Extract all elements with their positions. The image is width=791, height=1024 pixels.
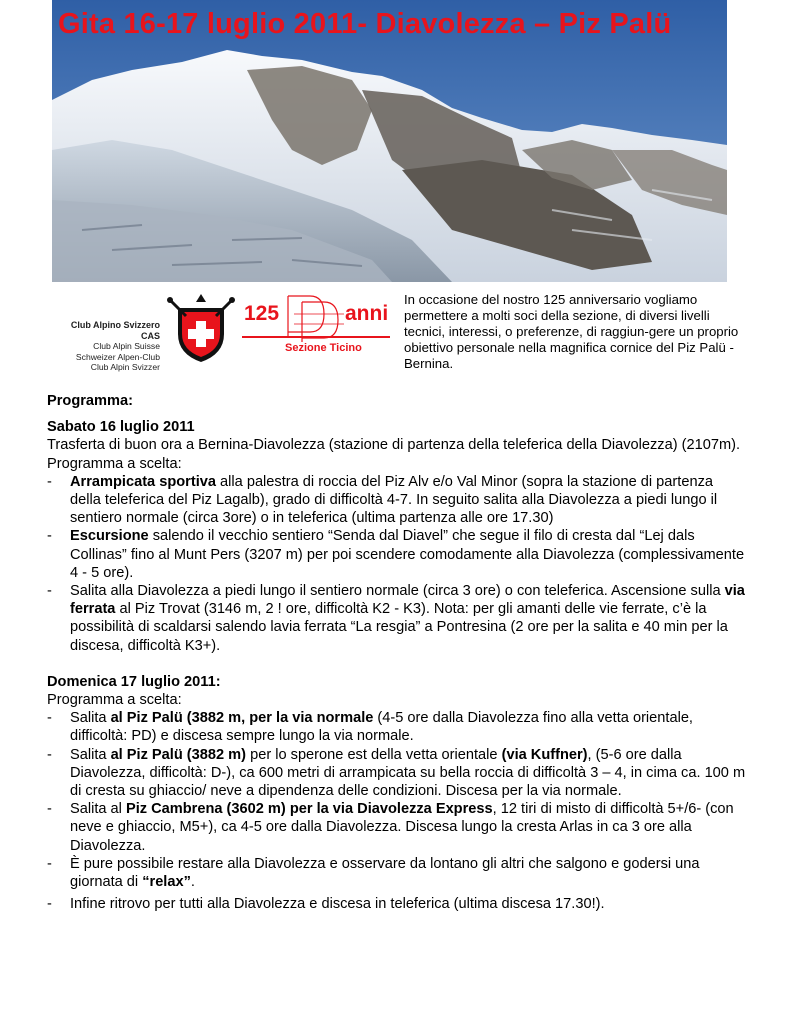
intro-paragraph: In occasione del nostro 125 anniversario vogliamo permettere a molti soci della sezione, di diversi livelli tecnici, interessi, o preferenze, di raggiun-gere un proprio obiettivo personale nella magnifica cornice del Piz Palü - Bernina.	[404, 292, 739, 371]
item-bold: Arrampicata sportiva	[70, 473, 216, 490]
item-text: salendo il vecchio sentiero “Senda dal Diavel” che segue il filo di cresta dal “Lej dals Collinas” fino al Munt Pers (3207 m) per poi scendere comodamente alla Diavolezza (complessivamente 4 - 5 ore).	[70, 528, 745, 581]
item-text: alla palestra di roccia del Piz Alv e/o Val Minor (sopra la stazione di partenza della teleferica del Piz Lagalb), grado di difficoltà 4-7. In seguito salita alla Diavolezza a piedi lungo il sentiero normale (circa 3ore) o in teleferica (ultima partenza alle ore 17.30)	[70, 473, 718, 527]
list-item	[47, 855, 747, 891]
list-item	[47, 895, 747, 913]
item-bold: Piz Cambrena (3602 m) per la via Diavolezza Express	[125, 801, 493, 818]
mountain-landscape-image	[52, 0, 727, 282]
saturday-choice-label: Programma a scelta:	[47, 455, 182, 472]
cas-name-it: Club Alpino Svizzero CAS	[70, 320, 160, 341]
list-dash: -	[47, 710, 52, 727]
item-bold: al Piz Palü (3882 m, per la via normale	[110, 710, 374, 727]
item-text: al Piz Trovat (3146 m, 2 ! ore, difficoltà K2 - K3). Nota: per gli amanti delle vie ferrate, c’è la possibilità di scaldarsi salendo lavia ferrata “La resgia” a Pontresina (2 ore per la salita e 40 min per la discesa, difficoltà K3+).	[70, 601, 728, 654]
list-item	[47, 709, 747, 745]
sunday-choice-label: Programma a scelta:	[47, 692, 182, 709]
item-pre: Infine ritrovo per tutti alla Diavolezza e discesa in teleferica (ultima discesa 17.30!).	[70, 896, 605, 913]
list-item	[47, 527, 747, 582]
anniversary-logo	[240, 292, 390, 362]
list-dash: -	[47, 528, 52, 545]
item-bold: Escursione	[70, 528, 149, 545]
item-pre: Salita alla Diavolezza a piedi lungo il sentiero normale (circa 3 ore) o con teleferica. Ascensione sulla	[70, 583, 725, 600]
list-dash: -	[47, 896, 52, 913]
section-name: Sezione Ticino	[285, 342, 362, 354]
saturday-heading: Sabato 16 luglio 2011	[47, 419, 195, 436]
page-title: Gita 16-17 luglio 2011- Diavolezza – Piz Palü	[58, 8, 672, 40]
cas-logo-text	[52, 320, 160, 373]
item-pre: Salita al	[70, 801, 126, 818]
list-dash: -	[47, 583, 52, 600]
hero-photo	[52, 0, 727, 282]
list-dash: -	[47, 801, 52, 818]
program-content	[47, 392, 747, 913]
cas-name-rm: Club Alpin Svizzer	[90, 362, 160, 372]
cas-name-fr: Club Alpin Suisse	[93, 341, 160, 351]
list-item	[47, 800, 747, 855]
item-text: , 12 tiri di misto di difficoltà 5+/6- (con neve e ghiaccio, M5+), ca 4-5 ore dalla Diavolezza. Discesa lungo la cresta Arlas in ca 3 ore alla Diavolezza.	[70, 801, 734, 854]
list-item	[47, 582, 747, 655]
list-dash: -	[47, 746, 52, 763]
item-pre: Salita	[70, 746, 111, 763]
item-pre: Salita	[70, 710, 111, 727]
anniversary-divider	[242, 336, 390, 338]
item-bold-2: (via Kuffner)	[501, 746, 588, 763]
sunday-heading: Domenica 17 luglio 2011:	[47, 673, 221, 690]
program-heading: Programma:	[47, 393, 133, 409]
item-bold: “relax”	[142, 874, 191, 891]
list-dash: -	[47, 473, 52, 490]
anniversary-word: anni	[345, 302, 389, 325]
cas-name-de: Schweizer Alpen-Club	[75, 351, 160, 362]
item-text: .	[190, 874, 195, 891]
anniversary-number: 125	[244, 302, 280, 325]
cas-crest-icon	[164, 290, 238, 366]
item-text: per lo sperone est della vetta orientale	[246, 746, 502, 763]
list-item	[47, 473, 747, 528]
item-text: (4-5 ore dalla Diavolezza fino alla vetta orientale, difficoltà: PD) e discesa sempre lungo la via normale.	[70, 710, 693, 745]
list-dash: -	[47, 855, 52, 872]
item-bold: al Piz Palü (3882 m)	[110, 746, 247, 763]
item-pre: È pure possibile restare alla Diavolezza e osservare da lontano gli altri che salgono e godersi una giornata di	[70, 855, 700, 891]
item-text-2: , (5-6 ore dalla Diavolezza, difficoltà: D-), ca 600 metri di arrampicata su bella roccia di difficoltà 3 – 4, in cima ca. 100 m di cresta su ghiaccio/ neve a dipendenza delle condizioni. Discesa per la via normale.	[70, 746, 746, 800]
list-item	[47, 746, 747, 801]
item-bold: via ferrata	[70, 583, 745, 618]
saturday-intro: Trasferta di buon ora a Bernina-Diavolezza (stazione di partenza della teleferica della Diavolezza) (2107m).	[47, 437, 741, 454]
